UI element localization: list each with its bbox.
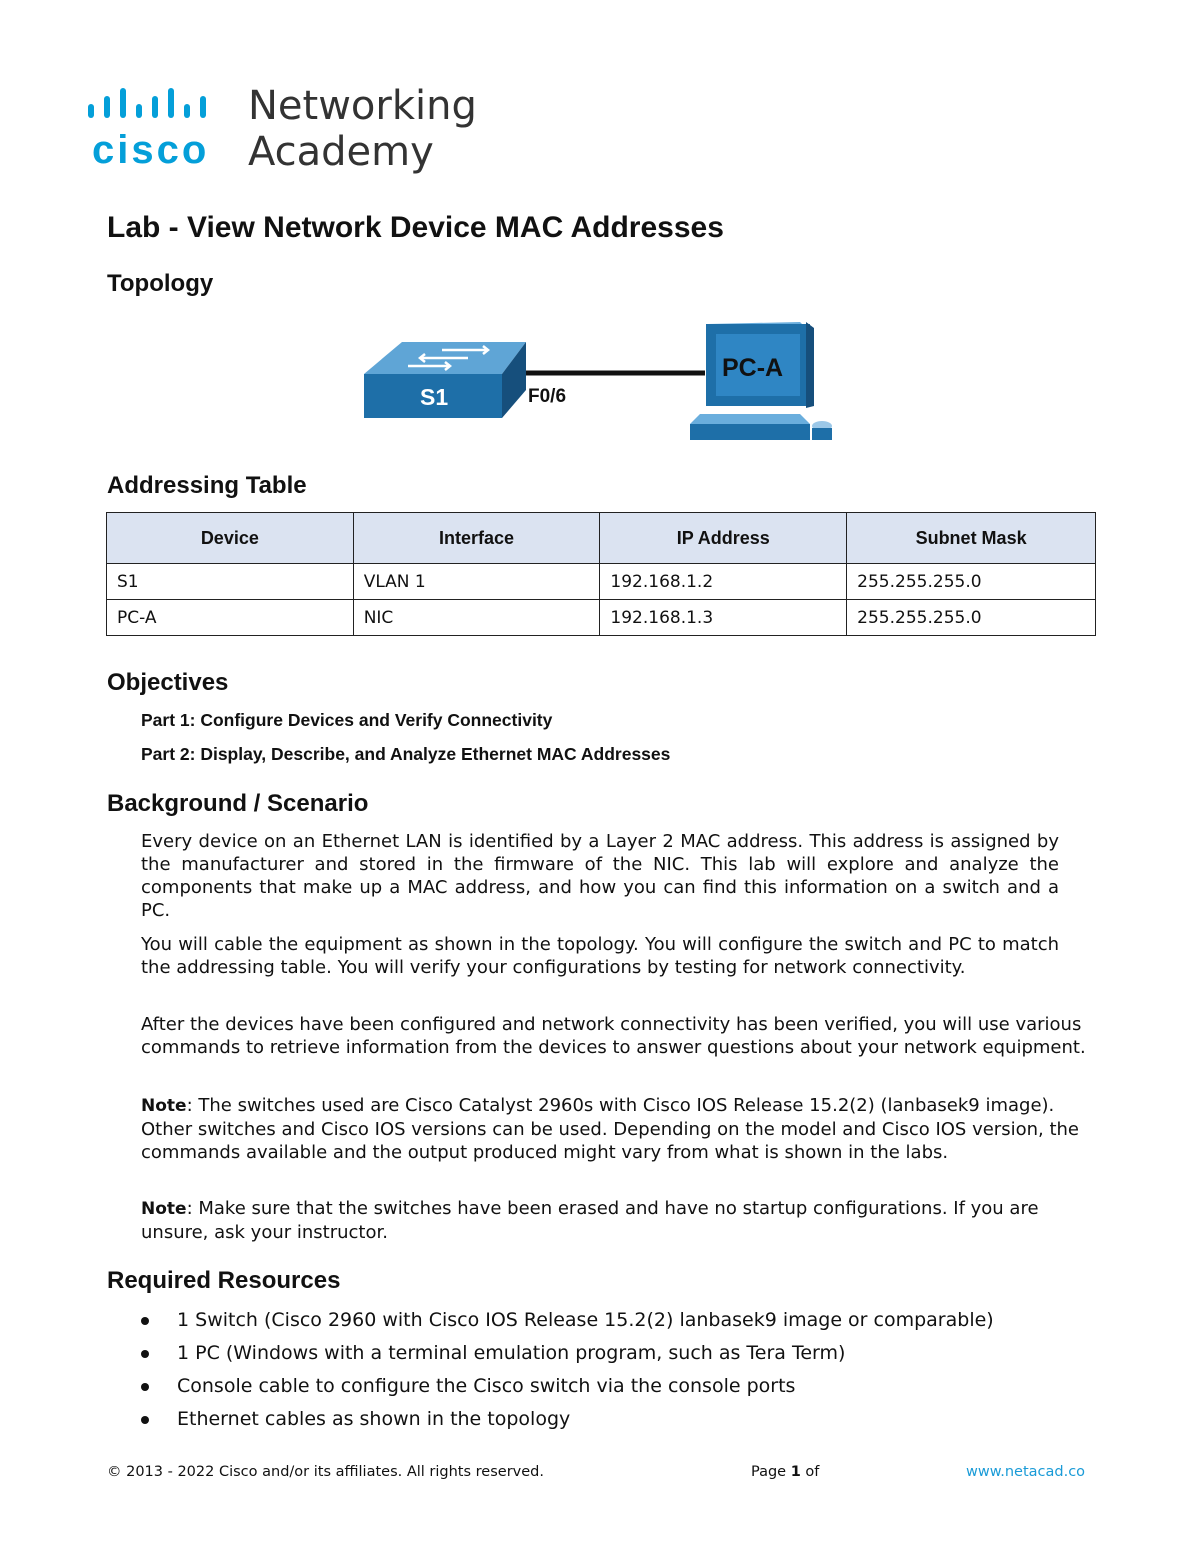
topology-heading: Topology: [107, 270, 214, 297]
objective-item: Part 1: Configure Devices and Verify Connectivity: [141, 710, 553, 730]
column-header: IP Address: [600, 513, 847, 564]
resources-list: [141, 1308, 1141, 1440]
list-item: Console cable to configure the Cisco switch via the console ports: [141, 1374, 1141, 1407]
column-header: Subnet Mask: [847, 513, 1096, 564]
footer-page-number: Page 1 of: [751, 1464, 820, 1480]
footer-copyright: © 2013 - 2022 Cisco and/or its affiliates. All rights reserved.: [107, 1464, 544, 1480]
note-paragraph: [141, 1094, 1086, 1164]
cisco-networking-academy-logo: [88, 83, 477, 176]
switch-label: S1: [420, 384, 449, 410]
logo-networking-text: Networking: [248, 83, 477, 129]
background-paragraph: Every device on an Ethernet LAN is identified by a Layer 2 MAC address. This address is assigned by the manufacturer and stored in the firmware of the NIC. This lab will explore and analyze the components that make up a MAC address, and how you can find this information on a switch and a PC.: [141, 831, 1059, 921]
list-item: Ethernet cables as shown in the topology: [141, 1407, 1141, 1440]
cisco-bars-icon: [88, 88, 218, 124]
background-paragraph: You will cable the equipment as shown in the topology. You will configure the switch and PC to match the addressing table. You will verify your configurations by testing for network connectivity.: [141, 934, 1059, 978]
table-cell: PC-A: [107, 600, 354, 636]
page-title: Lab - View Network Device MAC Addresses: [107, 211, 724, 244]
table-cell: 255.255.255.0: [847, 564, 1096, 600]
table-cell: 192.168.1.2: [600, 564, 847, 600]
objectives-heading: Objectives: [107, 669, 229, 696]
table-cell: 192.168.1.3: [600, 600, 847, 636]
addressing-table-heading: Addressing Table: [107, 472, 307, 499]
note-text: : The switches used are Cisco Catalyst 2960s with Cisco IOS Release 15.2(2) (lanbasek9 image). Other switches and Cisco IOS versions can be used. Depending on the model and Cisco IOS version, the commands available and the output produced might vary from what is shown in the labs.: [141, 1095, 1079, 1163]
topology-diagram: [360, 318, 840, 446]
objective-item: Part 2: Display, Describe, and Analyze Ethernet MAC Addresses: [141, 744, 671, 764]
footer-url-link[interactable]: www.netacad.co: [966, 1464, 1086, 1480]
bullet-icon: [141, 1317, 149, 1325]
cisco-wordmark: cisco: [92, 128, 210, 172]
table-cell: S1: [107, 564, 354, 600]
table-cell: VLAN 1: [353, 564, 600, 600]
note-label: Note: [141, 1199, 187, 1219]
table-row: [107, 600, 1096, 636]
port-label: F0/6: [528, 386, 567, 407]
bullet-icon: [141, 1416, 149, 1424]
logo-academy-text: Academy: [248, 129, 434, 175]
table-cell: NIC: [353, 600, 600, 636]
note-text: : Make sure that the switches have been erased and have no startup configurations. If you are unsure, ask your instructor.: [141, 1198, 1039, 1243]
list-item: 1 Switch (Cisco 2960 with Cisco IOS Release 15.2(2) lanbasek9 image or comparable): [141, 1308, 1141, 1341]
note-paragraph: [141, 1197, 1086, 1244]
table-header-row: [107, 513, 1096, 564]
table-row: [107, 564, 1096, 600]
bullet-icon: [141, 1350, 149, 1358]
column-header: Device: [107, 513, 354, 564]
addressing-table: [106, 512, 1096, 636]
column-header: Interface: [353, 513, 600, 564]
bullet-icon: [141, 1383, 149, 1391]
list-item: 1 PC (Windows with a terminal emulation program, such as Tera Term): [141, 1341, 1141, 1374]
note-label: Note: [141, 1096, 187, 1116]
background-paragraph: After the devices have been configured and network connectivity has been verified, you will use various commands to retrieve information from the devices to answer questions about your network equipment.: [141, 1014, 1086, 1058]
background-heading: Background / Scenario: [107, 790, 369, 817]
table-cell: 255.255.255.0: [847, 600, 1096, 636]
pc-label: PC-A: [722, 354, 784, 382]
resources-heading: Required Resources: [107, 1267, 341, 1294]
